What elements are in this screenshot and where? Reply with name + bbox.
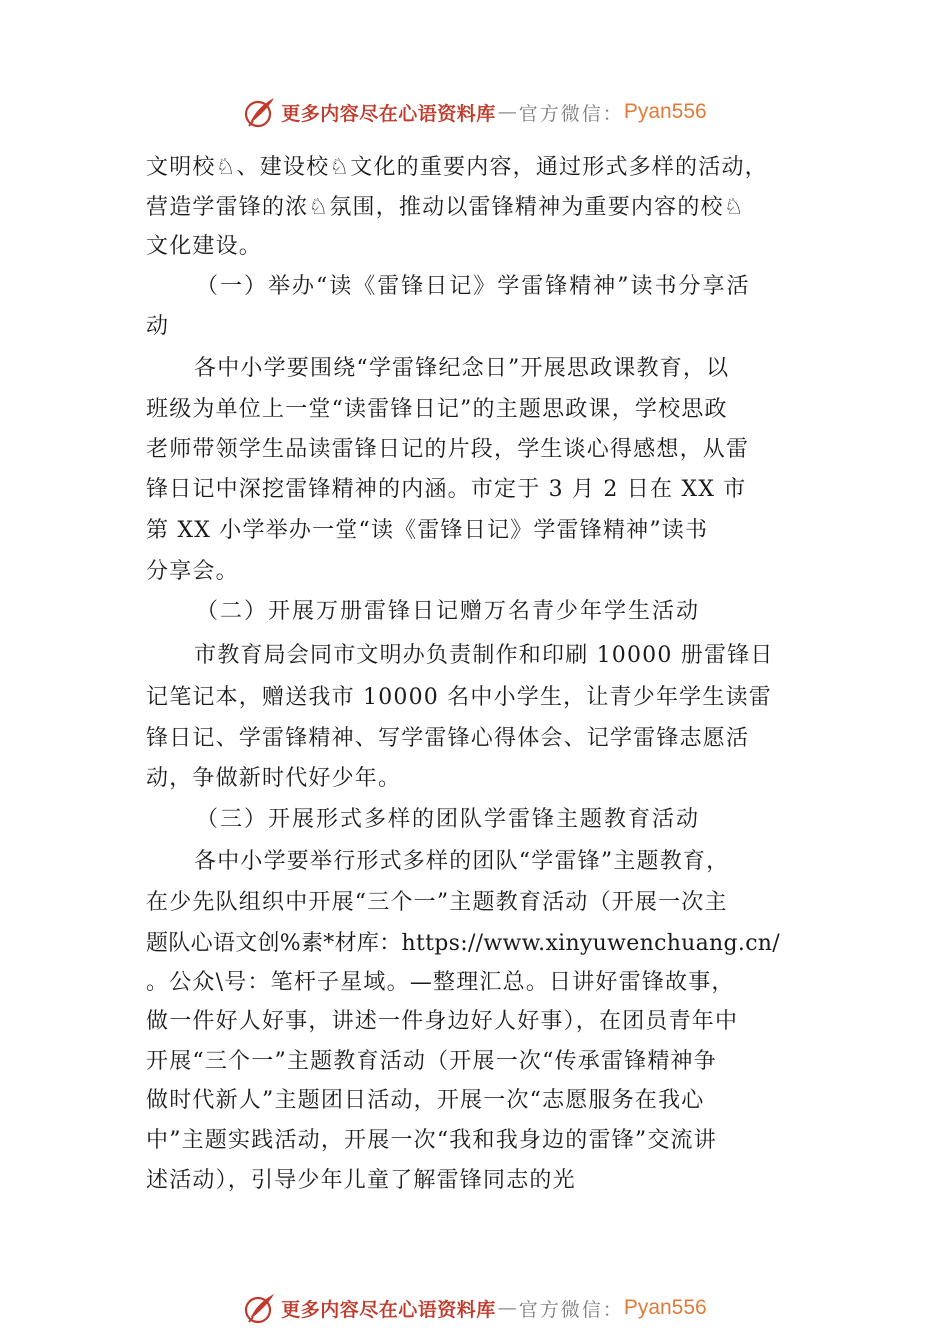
body-line: 文化建设。 [146,234,263,259]
body-line: 记笔记本，赠送我市 10000 名中小学生，让青少年学生读雷 [146,685,772,710]
body-line: 营造学雷锋的浓♘氛围，推动以雷锋精神为重要内容的校♘ [146,195,745,220]
body-line: 锋日记中深挖雷锋精神的内涵。市定于 3 月 2 日在 XX 市 [146,477,747,502]
body-line: 动，争做新时代好少年。 [146,766,402,791]
banner-dash: — [497,101,517,123]
body-line: 各中小学要围绕“学雷锋纪念日”开展思政课教育，以 [194,356,730,381]
banner-wechat-id: Pyan556 [623,1296,707,1319]
section-heading-1: （一）举办“读《雷锋日记》学雷锋精神”读书分享活 [196,274,751,299]
body-line: 做时代新人”主题团日活动，开展一次“志愿服务在我心 [146,1088,705,1113]
footer-banner [0,1288,950,1328]
quill-logo-icon [243,95,277,129]
body-line: 做一件好人好事，讲述一件身边好人好事），在团员青年中 [146,1009,739,1034]
body-line: 分享会。 [146,559,239,584]
body-line: 第 XX 小学举办一堂“读《雷锋日记》学雷锋精神”读书 [146,518,709,543]
body-line: 文明校♘、建设校♘文化的重要内容，通过形式多样的活动， [146,155,768,180]
banner-dash: — [497,1297,517,1319]
body-line: 班级为单位上一堂“读雷锋日记”的主题思政课，学校思政 [146,397,728,422]
body-line: 开展“三个一”主题教育活动（开展一次“传承雷锋精神争 [146,1049,717,1074]
banner-wechat-id: Pyan556 [623,100,707,123]
banner-wechat-label: 官方微信： [518,102,624,125]
body-line: 。公众\号：笔杆子星域。—整理汇总。日讲好雷锋故事， [146,970,735,995]
body-line: 老师带领学生品读雷锋日记的片段，学生谈心得感想，从雷 [146,437,750,462]
body-line: 在少先队组织中开展“三个一”主题教育活动（开展一次主 [146,890,728,915]
section-heading-2: （二）开展万册雷锋日记赠万名青少年学生活动 [196,599,701,624]
body-line: 锋日记、学雷锋精神、写学雷锋心得体会、记学雷锋志愿活 [146,726,750,751]
banner-wechat-label: 官方微信： [518,1298,624,1321]
section-heading-3: （三）开展形式多样的团队学雷锋主题教育活动 [196,807,701,832]
body-line: 述活动），引导少年儿童了解雷锋同志的光 [146,1168,576,1193]
section-heading-1-cont: 动 [146,314,171,339]
header-banner [0,92,950,132]
quill-logo-icon [243,1291,277,1325]
body-line: 中”主题实践活动，开展一次“我和我身边的雷锋”交流讲 [146,1128,717,1153]
banner-brand: 更多内容尽在心语资料库 [281,102,496,125]
banner-brand: 更多内容尽在心语资料库 [281,1298,496,1321]
body-line-url: 题队心语文创%素*材库：https://www.xinyuwenchuang.cn/ [146,931,780,956]
body-line: 市教育局会同市文明办负责制作和印刷 10000 册雷锋日 [194,643,774,668]
body-line: 各中小学要举行形式多样的团队“学雷锋”主题教育， [194,849,730,874]
